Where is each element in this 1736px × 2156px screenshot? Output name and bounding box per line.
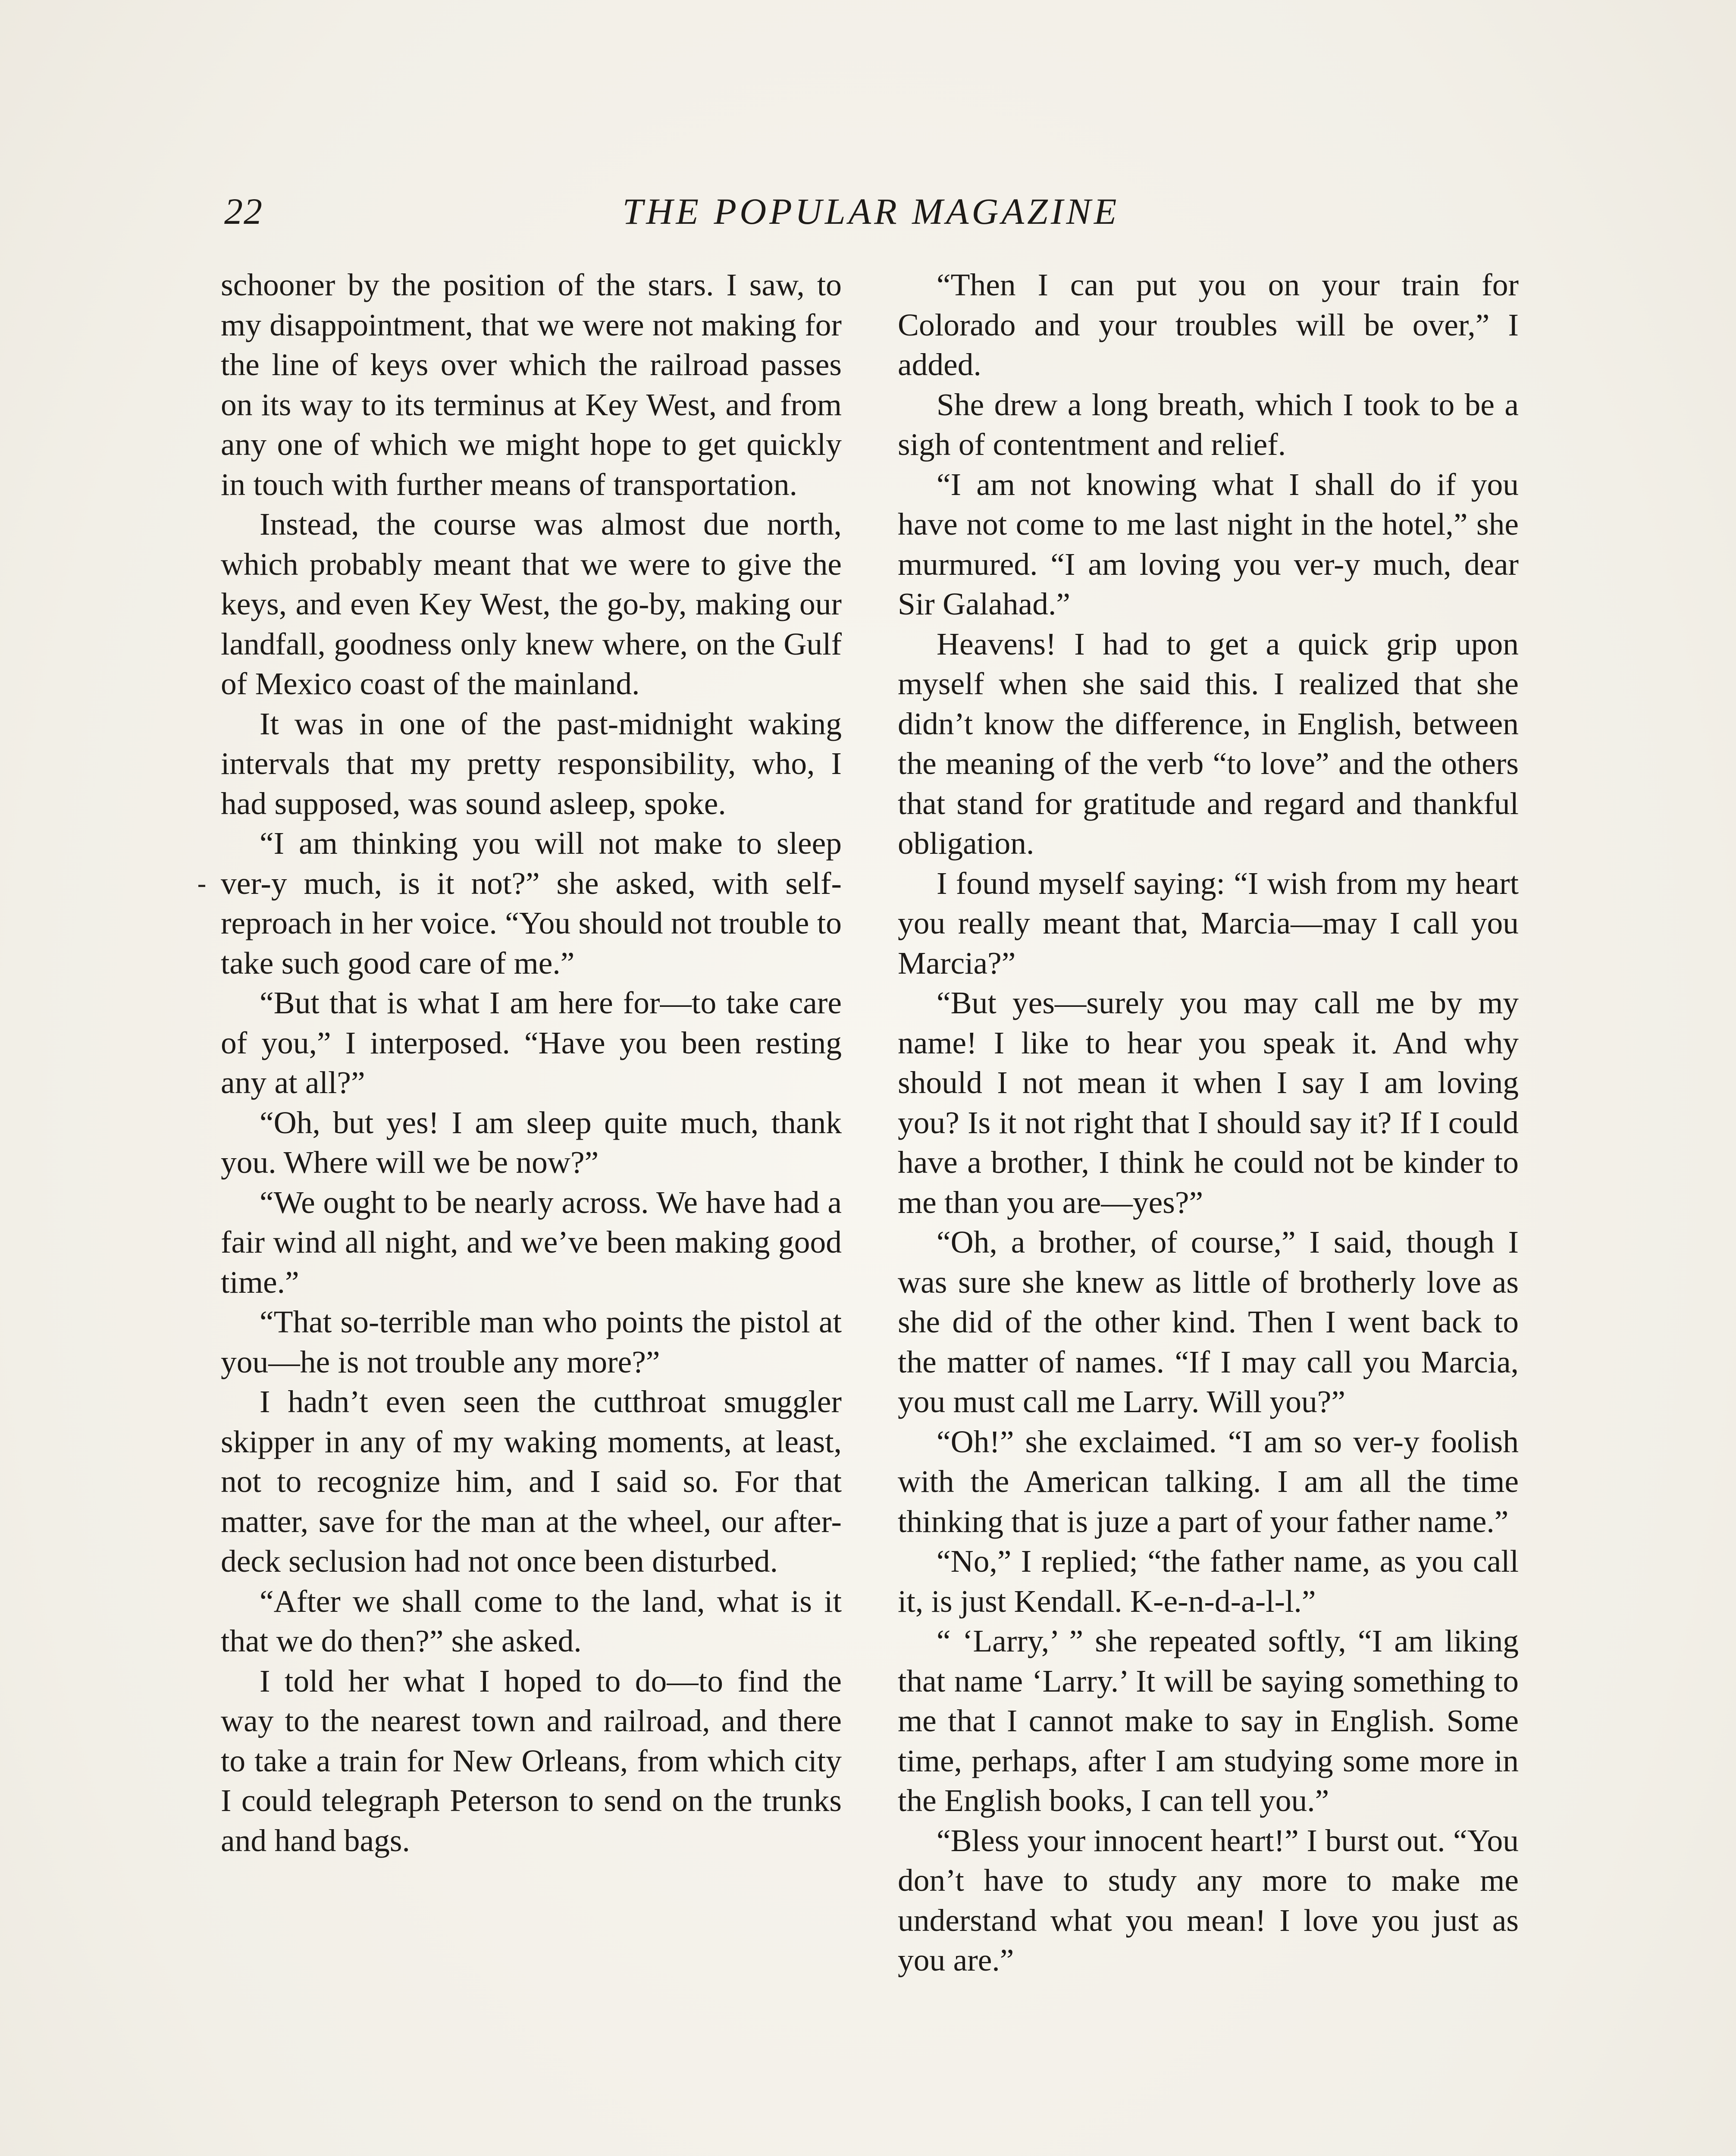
running-head-title: THE POPULAR MAGAZINE [622,191,1120,232]
text-columns [221,265,1519,2156]
paragraph: “I am thinking you will not make to sleep ver-y much, is it not?” she asked, with self-reproach in her voice. “You should not trouble to take such good care of me.” [221,826,842,981]
page-number: 22 [224,191,263,232]
paragraph: Instead, the course was almost due north, which probably meant that we were to give the keys, and even Key West, the go-by, making our landfall, goodness only knew where, on the Gulf of Mexico coast of the mainland. [221,507,842,701]
paragraph: I hadn’t even seen the cutthroat smuggler skipper in any of my waking moments, at least, not to recognize him, and I said so. For that matter, save for the man at the wheel, our after-deck seclusion had not once been disturbed. [221,1384,842,1579]
paragraph: It was in one of the past-midnight waking intervals that my pretty responsibility, who, I had supposed, was sound asleep, spoke. [221,706,842,821]
paragraph: “But that is what I am here for—to take care of you,” I interposed. “Have you been resting any at all?” [221,985,842,1100]
paragraph: “I am not knowing what I shall do if you have not come to me last night in the hotel,” she murmured. “I am loving you ver-y much, dear Sir Galahad.” [898,467,1519,621]
paragraph: Heavens! I had to get a quick grip upon myself when she said this. I realized that she didn’t know the difference, in English, between the meaning of the verb “to love” and the others that stand for gratitude and regard and thankful obligation. [898,626,1519,861]
paragraph: I found myself saying: “I wish from my heart you really meant that, Marcia—may I call you Marcia?” [898,865,1519,981]
right-column [898,265,1519,2156]
paragraph: “ ‘Larry,’ ” she repeated softly, “I am liking that name ‘Larry.’ It will be saying something to me that I cannot make to say in English. Some time, perhaps, after I am studying some more in the English books, I can tell you.” [898,1623,1519,1818]
page-header [224,190,1518,250]
paragraph: “Oh, but yes! I am sleep quite much, thank you. Where will we be now?” [221,1105,842,1180]
paragraph: I told her what I hoped to do—to find the way to the nearest town and railroad, and there to take a train for New Orleans, from which city I could telegraph Peterson to send on the trunks and hand bags. [221,1663,842,1858]
paragraph: schooner by the position of the stars. I saw, to my disappointment, that we were not making for the line of keys over which the railroad passes on its way to its terminus at Key West, and from any one of which we might hope to get quickly in touch with further means of transportation. [221,267,842,502]
paragraph: “Then I can put you on your train for Colorado and your troubles will be over,” I added. [898,267,1519,382]
left-column [221,265,842,2156]
paragraph: “We ought to be nearly across. We have had a fair wind all night, and we’ve been making good time.” [221,1185,842,1300]
paragraph: “After we shall come to the land, what is it that we do then?” she asked. [221,1583,842,1658]
paragraph: “But yes—surely you may call me by my name! I like to hear you speak it. And why should I not mean it when I say I am loving you? Is it not right that I should say it? If I could have a brother, I think he could not be kinder to me than you are—yes?” [898,985,1519,1220]
paragraph: “Bless your innocent heart!” I burst out. “You don’t have to study any more to make me understand what you mean! I love you just as you are.” [898,1823,1519,1977]
paragraph: “Oh!” she exclaimed. “I am so ver-y foolish with the American talking. I am all the time thinking that is juze a part of your father name.” [898,1424,1519,1539]
paragraph: “Oh, a brother, of course,” I said, though I was sure she knew as little of brotherly love as she did of the other kind. Then I went back to the matter of names. “If I may call you Marcia, you must call me Larry. Will you?” [898,1225,1519,1419]
paragraph: “No,” I replied; “the father name, as you call it, is just Kendall. K-e-n-d-a-l-l.” [898,1544,1519,1619]
margin-mark [198,885,205,887]
paragraph: She drew a long breath, which I took to be a sigh of contentment and relief. [898,387,1519,462]
paragraph: “That so-terrible man who points the pistol at you—he is not trouble any more?” [221,1304,842,1379]
